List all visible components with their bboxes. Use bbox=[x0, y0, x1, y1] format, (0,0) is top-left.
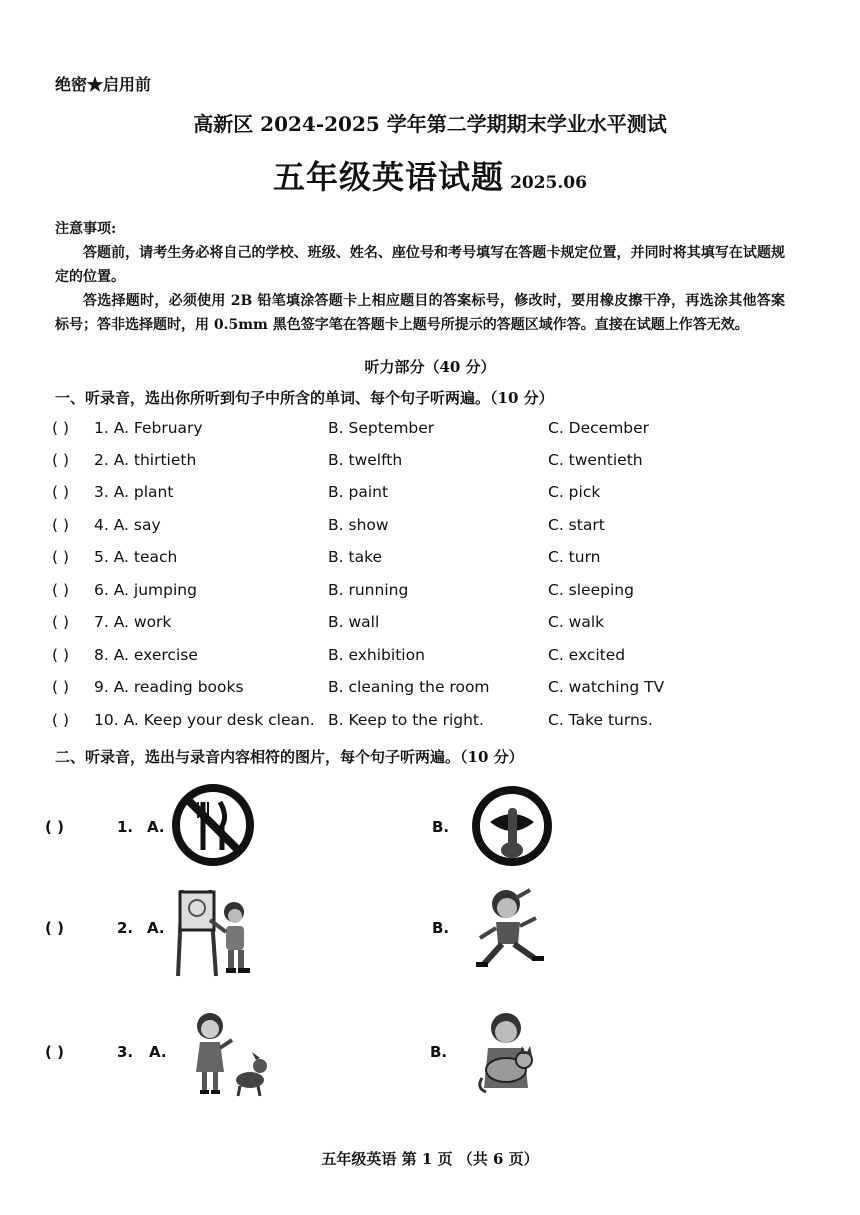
answer-blank[interactable]: ( ) bbox=[45, 919, 64, 937]
question-row bbox=[52, 581, 812, 605]
question-number: 1. bbox=[117, 818, 134, 836]
answer-blank[interactable]: ( ) bbox=[52, 548, 70, 566]
question-number: 3. bbox=[117, 1043, 134, 1061]
option-b-label: B. bbox=[432, 919, 450, 937]
option-a-label: A. bbox=[147, 919, 165, 937]
option-a-label: A. bbox=[147, 818, 165, 836]
question-row bbox=[52, 678, 812, 702]
option-a: 3. A. plant bbox=[94, 483, 174, 501]
answer-blank[interactable]: ( ) bbox=[45, 1043, 64, 1061]
answer-blank[interactable]: ( ) bbox=[52, 613, 70, 631]
option-a: 2. A. thirtieth bbox=[94, 451, 197, 469]
question-number: 2. bbox=[117, 919, 134, 937]
option-b: B. show bbox=[328, 516, 389, 534]
notes-paragraph-2: 答选择题时，必须使用 2B 铅笔填涂答题卡上相应题目的答案标号，修改时，要用橡皮擦干净，再选涂其他答案标号；答非选择题时，用 0.5mm 黑色签字笔在答题卡上题号所提示的答题区域作答。直接在试题上作答无效。 bbox=[55, 293, 785, 333]
option-c: C. walk bbox=[548, 613, 605, 631]
option-b-label: B. bbox=[430, 1043, 448, 1061]
boy-holding-cat-icon bbox=[472, 1008, 542, 1096]
option-b-label: B. bbox=[432, 818, 450, 836]
answer-blank[interactable]: ( ) bbox=[52, 581, 70, 599]
child-painting-icon bbox=[172, 884, 264, 980]
main-title: 五年级英语试题 bbox=[273, 158, 505, 196]
answer-blank[interactable]: ( ) bbox=[52, 678, 70, 696]
listening-section-header: 听力部分（40 分） bbox=[364, 358, 496, 376]
option-c: C. sleeping bbox=[548, 581, 634, 599]
option-b: B. Keep to the right. bbox=[328, 711, 484, 729]
question-row bbox=[52, 646, 812, 670]
option-a: 4. A. say bbox=[94, 516, 161, 534]
answer-blank[interactable]: ( ) bbox=[52, 516, 70, 534]
quiet-please-icon bbox=[470, 784, 554, 868]
option-a: 10. A. Keep your desk clean. bbox=[94, 711, 315, 729]
option-c: C. Take turns. bbox=[548, 711, 653, 729]
option-c: C. excited bbox=[548, 646, 626, 664]
answer-blank[interactable]: ( ) bbox=[52, 711, 70, 729]
boy-dancing-icon bbox=[470, 884, 548, 976]
answer-blank[interactable]: ( ) bbox=[52, 419, 70, 437]
option-b: B. September bbox=[328, 419, 435, 437]
girl-with-dog-icon bbox=[180, 1008, 270, 1098]
answer-blank[interactable]: ( ) bbox=[52, 646, 70, 664]
secret-mark: 绝密★启用前 bbox=[55, 75, 152, 94]
notes-label: 注意事项: bbox=[55, 221, 117, 237]
page-footer: 五年级英语 第 1 页 （共 6 页） bbox=[321, 1150, 539, 1168]
question-row bbox=[52, 516, 812, 540]
option-a: 7. A. work bbox=[94, 613, 172, 631]
exam-title: 高新区 2024-2025 学年第二学期期末学业水平测试 bbox=[193, 112, 667, 136]
option-a-label: A. bbox=[149, 1043, 167, 1061]
main-title-line bbox=[0, 152, 860, 198]
option-c: C. turn bbox=[548, 548, 601, 566]
question-row bbox=[52, 711, 812, 735]
section-1-instruction: 一、听录音，选出你所听到句子中所含的单词、每个句子听两遍。（10 分） bbox=[55, 389, 554, 407]
option-b: B. exhibition bbox=[328, 646, 425, 664]
option-a: 9. A. reading books bbox=[94, 678, 244, 696]
option-a: 8. A. exercise bbox=[94, 646, 198, 664]
question-row bbox=[52, 548, 812, 572]
option-b: B. running bbox=[328, 581, 409, 599]
option-c: C. December bbox=[548, 419, 650, 437]
notes-paragraph-1: 答题前，请考生务必将自己的学校、班级、姓名、座位号和考号填写在答题卡规定位置，并同时将其填写在试题规定的位置。 bbox=[55, 245, 785, 285]
option-a: 1. A. February bbox=[94, 419, 203, 437]
question-row bbox=[52, 419, 812, 443]
question-row bbox=[52, 613, 812, 637]
option-c: C. twentieth bbox=[548, 451, 643, 469]
question-row bbox=[52, 451, 812, 475]
option-c: C. pick bbox=[548, 483, 601, 501]
option-b: B. paint bbox=[328, 483, 389, 501]
answer-blank[interactable]: ( ) bbox=[52, 483, 70, 501]
answer-blank[interactable]: ( ) bbox=[45, 818, 64, 836]
option-b: B. wall bbox=[328, 613, 380, 631]
option-b: B. take bbox=[328, 548, 383, 566]
option-a: 5. A. teach bbox=[94, 548, 178, 566]
option-a: 6. A. jumping bbox=[94, 581, 197, 599]
section-2-instruction: 二、听录音，选出与录音内容相符的图片，每个句子听两遍。（10 分） bbox=[55, 748, 524, 766]
question-row bbox=[52, 483, 812, 507]
option-c: C. watching TV bbox=[548, 678, 665, 696]
exam-date: 2025.06 bbox=[510, 173, 587, 193]
no-eating-icon bbox=[170, 782, 256, 868]
option-b: B. cleaning the room bbox=[328, 678, 490, 696]
option-c: C. start bbox=[548, 516, 605, 534]
option-b: B. twelfth bbox=[328, 451, 403, 469]
answer-blank[interactable]: ( ) bbox=[52, 451, 70, 469]
